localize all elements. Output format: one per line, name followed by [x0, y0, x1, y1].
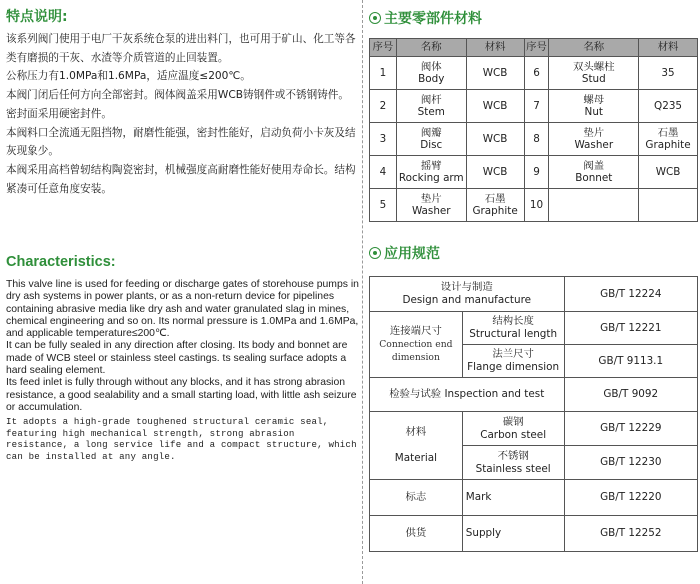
standard-label: 连接端尺寸 Connection end dimension [370, 312, 463, 378]
header-cell: 名称 [396, 39, 466, 57]
part-material: Q235 [639, 90, 698, 123]
header-cell: 序号 [370, 39, 397, 57]
part-name: 阀瓣 Disc [396, 123, 466, 156]
table-row [370, 378, 698, 412]
standard-label: 检验与试验 Inspection and test [370, 378, 565, 412]
part-name: 阀体 Body [396, 57, 466, 90]
part-name: 阀杆 Stem [396, 90, 466, 123]
part-name: 垫片 Washer [396, 189, 466, 222]
header-cell: 材料 [466, 39, 524, 57]
table-row [370, 57, 698, 90]
standard-sublabel: 不锈钢 Stainless steel [462, 446, 564, 480]
part-number: 4 [370, 156, 397, 189]
standard-value: GB/T 9092 [564, 378, 697, 412]
header-cell: 序号 [524, 39, 549, 57]
characteristics-paragraph: This valve line is used for feeding or discharge gates of storehouse pumps in dry ash systems in power plants, or as a non-return device for pipelines containing abrasive media like dry ash and water granulated slag in mines, chemical engineering and so on. Its normal pressure is 1.0MPa and 1.6MPa, and applicable temperature≤200℃. [6, 279, 359, 340]
part-material [639, 189, 698, 222]
characteristics-paragraph: It can be fully sealed in any direction after closing. Its body and bonnet are made of WCB steel or stainless steel castings. ts sealing surface adopts a hard sealing element. [6, 340, 348, 377]
features-paragraph: 本阀采用高档曾轫结构陶瓷密封，机械强度高耐磨性能好使用寿命长。结构紧凑可任意角度安装。 [6, 163, 356, 195]
right-column [369, 0, 700, 584]
table-row [370, 412, 698, 446]
part-material: WCB [466, 57, 524, 90]
characteristics-paragraph: It adopts a high-grade toughened structural ceramic seal, featuring high mechanical strength, strong abrasion resistance, a long service life and a compact structure, which can be installed at any angle. [6, 416, 357, 463]
part-name: 摇臂 Rocking arm [396, 156, 466, 189]
standard-sublabel: 碳钢 Carbon steel [462, 412, 564, 446]
table-row [370, 277, 698, 312]
circle-dot-icon [369, 12, 381, 24]
part-material: WCB [466, 123, 524, 156]
table-row [370, 480, 698, 516]
standard-sublabel: 结构长度 Structural length [462, 312, 564, 345]
features-title-zh: 特点说明: [6, 9, 68, 25]
part-number: 2 [370, 90, 397, 123]
part-name: 双头螺柱 Stud [549, 57, 639, 90]
features-paragraph: 公称压力有1.0MPa和1.6MPa，适应温度≤200℃。 [6, 70, 251, 83]
features-text-zh [6, 30, 358, 198]
standard-label: 设计与制造 Design and manufacture [370, 277, 565, 312]
part-number: 6 [524, 57, 549, 90]
part-material: WCB [639, 156, 698, 189]
table-row [370, 312, 698, 345]
standard-sublabel: 法兰尺寸 Flange dimension [462, 345, 564, 378]
parts-section-header [369, 8, 482, 28]
parts-header-row [370, 39, 698, 57]
standard-value: GB/T 12252 [564, 516, 697, 552]
header-cell: 材料 [639, 39, 698, 57]
column-divider [362, 0, 363, 584]
header-cell: 名称 [549, 39, 639, 57]
part-number: 10 [524, 189, 549, 222]
standards-table [369, 276, 698, 552]
part-name: 螺母 Nut [549, 90, 639, 123]
standard-value: GB/T 12224 [564, 277, 697, 312]
table-row [370, 516, 698, 552]
table-row [370, 189, 698, 222]
part-name [549, 189, 639, 222]
table-row [370, 123, 698, 156]
parts-table [369, 38, 698, 222]
part-material: 石墨 Graphite [639, 123, 698, 156]
table-row [370, 90, 698, 123]
part-material: 35 [639, 57, 698, 90]
part-number: 7 [524, 90, 549, 123]
standard-label: 标志 [370, 480, 463, 516]
part-number: 9 [524, 156, 549, 189]
part-number: 1 [370, 57, 397, 90]
part-name: 阀盖 Bonnet [549, 156, 639, 189]
part-number: 3 [370, 123, 397, 156]
part-name: 垫片 Washer [549, 123, 639, 156]
standards-section-title: 应用规范 [384, 246, 440, 262]
part-material: WCB [466, 156, 524, 189]
circle-dot-icon [369, 247, 381, 259]
standards-section-header [369, 243, 440, 263]
standard-value: GB/T 12220 [564, 480, 697, 516]
standard-value: GB/T 12221 [564, 312, 697, 345]
features-paragraph: 该系列阀门使用于电厂干灰系统仓泵的进出料门，也可用于矿山、化工等各类有磨损的干灰、水渣等介质管道的止回装置。 [6, 33, 356, 64]
features-paragraph: 本阀料口全流通无阻挡物，耐磨性能强，密封性能好，启动负荷小卡灰及结灰现象少。 [6, 126, 356, 158]
standard-value: GB/T 12230 [564, 446, 697, 480]
standard-sublabel: Supply [462, 516, 564, 552]
part-material: WCB [466, 90, 524, 123]
features-paragraph: 本阀门闭后任何方向全部密封。阀体阀盖采用WCB铸钢件或不锈钢铸件。密封面采用硬密封件。 [6, 89, 349, 120]
standard-label: 材料 Material [370, 412, 463, 480]
characteristics-text [6, 279, 360, 463]
part-number: 8 [524, 123, 549, 156]
characteristics-paragraph: Its feed inlet is fully through without any blocks, and it has strong abrasion resistance, a good sealability and a small starting load, with little ash seizure or accumulation. [6, 377, 357, 413]
part-material: 石墨 Graphite [466, 189, 524, 222]
standard-value: GB/T 9113.1 [564, 345, 697, 378]
table-row [370, 156, 698, 189]
part-number: 5 [370, 189, 397, 222]
standard-label: 供货 [370, 516, 463, 552]
characteristics-title: Characteristics: [6, 254, 116, 270]
standard-value: GB/T 12229 [564, 412, 697, 446]
standard-sublabel: Mark [462, 480, 564, 516]
parts-section-title: 主要零部件材料 [384, 11, 482, 27]
